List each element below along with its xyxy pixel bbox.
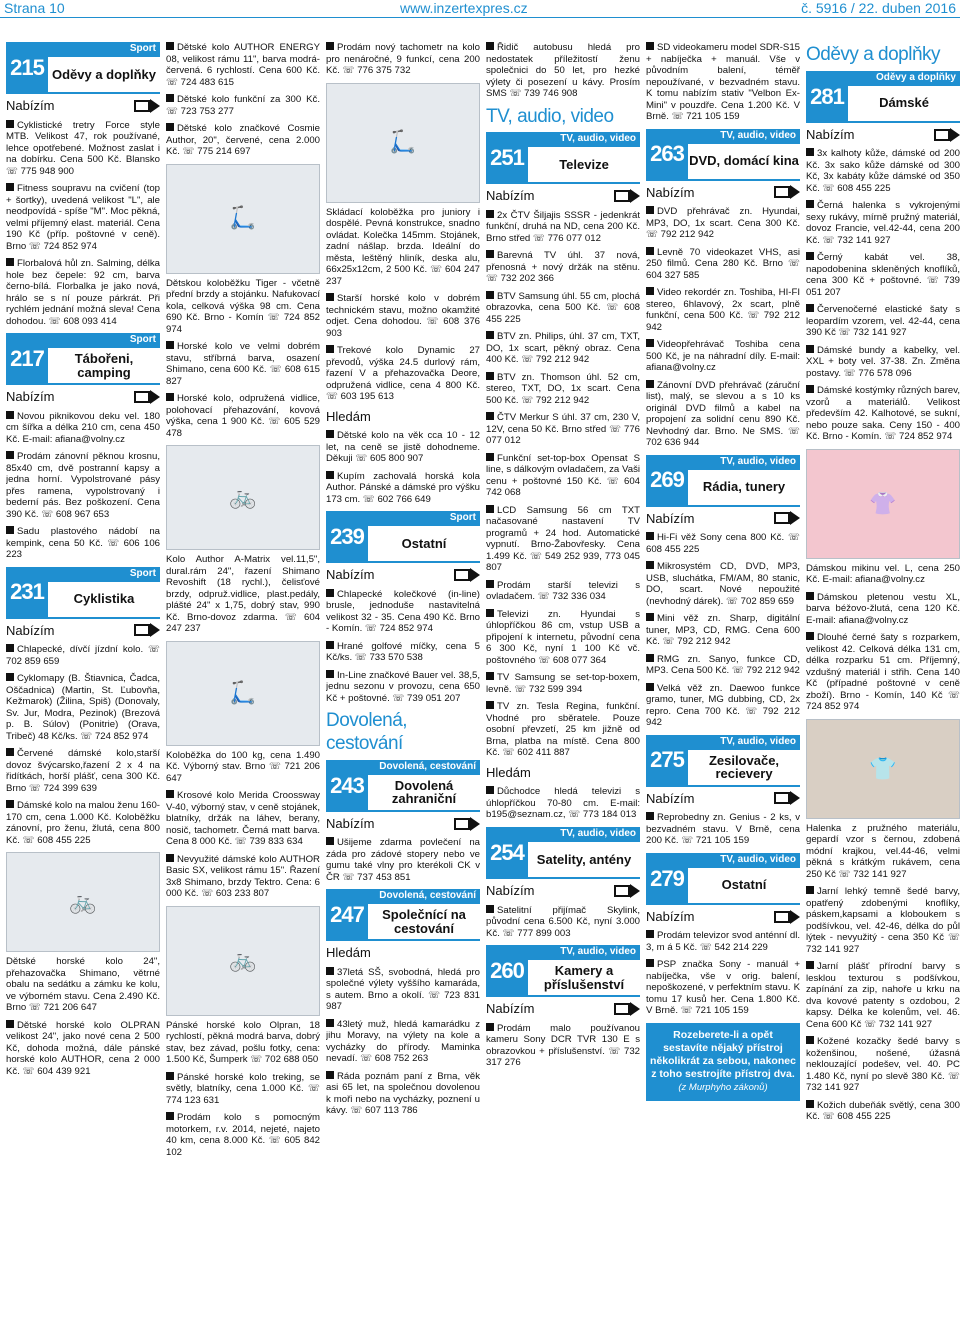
section-251 bbox=[486, 132, 640, 184]
classified-ad: Chlapecké, dívčí jízdní kolo. ☏ 702 859 659 bbox=[6, 644, 160, 667]
column-3 bbox=[326, 42, 480, 1317]
arrow-right-icon bbox=[614, 1002, 640, 1016]
section-247 bbox=[326, 889, 480, 941]
section-281 bbox=[806, 71, 960, 123]
offer-label: Nabízím bbox=[646, 908, 695, 924]
section-239 bbox=[326, 511, 480, 563]
issue-date: č. 5916 / 22. duben 2016 bbox=[801, 0, 956, 16]
classified-ad: Kožené kozačky šedé barvy s koženšinou, nošené, úžasná neklouzající podešev, vel. 40. PC 1.480 Kč, nyní po slevě 380 Kč. ☏ 732 141 927 bbox=[806, 1036, 960, 1094]
offer-subheader bbox=[6, 389, 160, 405]
section-number: 239 bbox=[326, 511, 368, 563]
section-name: Kamery a příslušenství bbox=[528, 959, 640, 997]
section-number: 275 bbox=[646, 735, 688, 787]
section-name: Ostatní bbox=[688, 867, 800, 905]
section-number: 263 bbox=[646, 129, 688, 181]
offer-subheader bbox=[486, 1001, 640, 1017]
quote-source: (z Murphyho zákonů) bbox=[678, 1082, 768, 1094]
offer-label: Nabízím bbox=[486, 882, 535, 898]
bicycle-photo: 🚲 bbox=[166, 906, 320, 1016]
classified-ad: Levně 70 videokazet VHS, asi 250 filmů. Cena 280 Kč. Brno ☏ 604 327 585 bbox=[646, 246, 800, 281]
classified-ad: Mini věž zn. Sharp, digitální tuner, MP3, CD, RMG. Cena 600 Kč. ☏ 792 212 942 bbox=[646, 613, 800, 648]
section-name: Cyklistika bbox=[48, 581, 160, 619]
arrow-right-icon bbox=[614, 884, 640, 898]
classified-ad: Velká věž zn. Daewoo funkce gramo, tuner, MG dubbing, CD, 2x repro. Cena 700 Kč. ☏ 792 212 942 bbox=[646, 682, 800, 729]
classified-ad: Barevná TV úhl. 37 nová, přenosná + nový držák na stěnu. ☏ 732 202 366 bbox=[486, 250, 640, 285]
quote-text: Rozeberete-li a opět sestavíte nějaký přístroj několikrát za sebou, nakonec z toho sestrojíte přístroj dva. bbox=[650, 1028, 796, 1081]
classified-ad: Dámskou pletenou vestu XL, barva béžovo-žlutá, cena 120 Kč. E-mail: afiana@volny.cz bbox=[806, 591, 960, 626]
photo-caption: Kolo Author A-Matrix vel.11,5", dural.rám 24", řazení Shimano Revoshift (18 rychl.), čelisťové brzdy, odpruž.vidlice, plast.pedály, plášté 24" x 1,75, dobrý stav, 990 Kč. Brno-dovoz zdarma. ☏ 604 247 237 bbox=[166, 554, 320, 634]
offer-label: Nabízím bbox=[646, 790, 695, 806]
section-category: Sport bbox=[368, 511, 480, 525]
category-headline: Dovolená, cestování bbox=[326, 710, 408, 754]
arrow-right-icon bbox=[454, 817, 480, 831]
classified-ad: BTV Samsung úhl. 55 cm, plochá obrazovka, cena 500 Kč. ☏ 608 455 225 bbox=[486, 290, 640, 325]
classified-ad: Horské kolo, odpružená vidlice, polohovací přehazování, kovová výška, cena 1 900 Kč. ☏ 605 529 478 bbox=[166, 393, 320, 439]
section-number: 251 bbox=[486, 132, 528, 184]
classified-ad: Chlapecké kolečkové (in-line) brusle, jednoduše nastavitelná velikost 32 - 35. Cena 490 Kč. Brno - Komín. ☏ 724 852 974 bbox=[326, 588, 480, 635]
offer-subheader bbox=[326, 567, 480, 583]
section-category: Sport bbox=[48, 333, 160, 347]
classified-ad: Satelitní přijímač Skylink, původní cena 6.500 Kč, nyní 3.000 Kč. ☏ 777 899 003 bbox=[486, 904, 640, 939]
section-name: Společnící na cestování bbox=[368, 903, 480, 941]
wanted-subheader bbox=[486, 765, 640, 781]
column-5 bbox=[646, 42, 800, 1317]
classified-ad: Prodám zánovní pěknou krosnu, 85x40 cm, dvě postranní kapsy a jedna horní. Vypolstrované pásy přes ramena, vypolstrovaný i bederní pás. Bez poškození. Cena 390 Kč. ☏ 608 967 653 bbox=[6, 451, 160, 520]
classified-ad: Hrané golfové míčky, cena 5 Kč/ks. ☏ 733 570 538 bbox=[326, 640, 480, 664]
offer-label: Nabízím bbox=[326, 567, 375, 583]
section-number: 260 bbox=[486, 945, 528, 997]
section-category: TV, audio, video bbox=[688, 455, 800, 469]
section-name: DVD, domácí kina bbox=[688, 143, 800, 181]
classified-ad: Hi-Fi věž Sony cena 800 Kč. ☏ 608 455 225 bbox=[646, 532, 800, 555]
classified-ad: Ušijeme zdarma povlečení na záda pro zádové stopery nebo ve gumu také vlny pro kterékoli CK v ČR ☏ 737 453 851 bbox=[326, 837, 480, 883]
offer-subheader bbox=[806, 127, 960, 143]
classified-ad: Řidič autobusu hledá pro nedostatek příležitostí ženu společnici do 50 let, pro hezké výlety či posezení u kávy. Prosím SMS ☏ 739 746 908 bbox=[486, 42, 640, 99]
section-category: TV, audio, video bbox=[528, 827, 640, 841]
section-name: Zesilovače, recievery bbox=[688, 749, 800, 787]
classified-ad: Důchodce hledá televizi s úhlopříčkou 70-80 cm. E-mail: b195@seznam.cz, ☏ 773 184 013 bbox=[486, 786, 640, 821]
section-name: Dovolená zahraniční bbox=[368, 774, 480, 812]
section-name: Rádia, tunery bbox=[688, 469, 800, 507]
classified-ad: Prodám televizor svod anténní dl. 3, m á 5 Kč. ☏ 542 214 229 bbox=[646, 930, 800, 953]
photo-caption: Dámskou mikinu vel. L, cena 250 Kč. E-mail: afiana@volny.cz bbox=[806, 562, 960, 586]
classified-ad: Nevyužité dámské kolo AUTHOR Basic SX, velikost rámu 15". Řazení 3x8 Shimano, brzdy Tektro. Cena: 6 000 Kč. ☏ 603 233 807 bbox=[166, 853, 320, 899]
classified-ad: TV Samsung se set-top-boxem, levně. ☏ 732 599 394 bbox=[486, 672, 640, 695]
arrow-right-icon bbox=[774, 910, 800, 924]
classified-ad: DVD přehrávač zn. Hyundai, MP3, DO, 1x scart. Cena 300 Kč. ☏ 792 212 942 bbox=[646, 206, 800, 241]
offer-subheader bbox=[646, 185, 800, 201]
classified-ad: Starší horské kolo v dobrém technickém stavu, možno okamžité odjet. Cena dohodou. ☏ 608 376 903 bbox=[326, 293, 480, 339]
section-number: 243 bbox=[326, 760, 368, 812]
classified-ad: Dětské horské kolo OLPRAN velikost 24", jako nové cena 2 500 Kč, dohoda možná, dále pánské horské kolo AUTHOR, cena 2 000 Kč. ☏ 604 439 921 bbox=[6, 1019, 160, 1077]
section-category: Sport bbox=[48, 42, 160, 56]
section-217 bbox=[6, 333, 160, 385]
classified-ad: 43letý muž, hledá kamarádku z jihu Moravy, na výlety na kole a vycházky do přírody. Maminka nevadí. ☏ 608 752 263 bbox=[326, 1018, 480, 1065]
column-1 bbox=[6, 42, 160, 1317]
classified-ad: Prodám kolo s pomocným motorkem, r.v. 2014, nejeté, najeto 40 km, cena 8.000 Kč. ☏ 605 842 102 bbox=[166, 1112, 320, 1158]
classified-ad: Dámské kolo na malou ženu 160-170 cm, cena 1.000 Kč. Koloběžku zánovní, pro ženu, žlutá, cena 800 Kč. ☏ 608 455 225 bbox=[6, 800, 160, 846]
section-name: Ostatní bbox=[368, 525, 480, 563]
classified-ad: Kupím zachovalá horská kola Author. Pánské a dámské pro výšku 173 cm. ☏ 602 766 649 bbox=[326, 470, 480, 505]
classified-ad: Červenočerné elastické šaty s leopardím vzorem, vel. 42-44, cena 390 Kč ☏ 732 141 927 bbox=[806, 304, 960, 339]
section-category: Dovolená, cestování bbox=[368, 760, 480, 774]
classified-ad: In-Line značkové Bauer vel. 38,5, jednu sezonu v provozu, cena 650 Kč + poštovné. ☏ 739 051 207 bbox=[326, 669, 480, 704]
classified-ad: 2x ČTV Šiljajis SSSR - jedenkrát funkční, druhá na ND, cena 200 Kč. Brno střed ☏ 776 077 012 bbox=[486, 209, 640, 244]
section-name: Oděvy a doplňky bbox=[48, 56, 160, 94]
classified-ad: ČTV Merkur S úhl. 37 cm, 230 V, 12V, cena 50 Kč. Brno střed ☏ 776 077 012 bbox=[486, 412, 640, 447]
classified-ad: Prodám malo používanou kameru Sony DCR TVR 130 E s obrazovkou + příslušenství. ☏ 732 317 276 bbox=[486, 1022, 640, 1069]
offer-subheader bbox=[6, 98, 160, 114]
section-category: Oděvy a doplňky bbox=[848, 71, 960, 85]
section-263 bbox=[646, 129, 800, 181]
scooter-photo: 🛴 bbox=[166, 164, 320, 274]
hoodie-photo: 👚 bbox=[806, 449, 960, 559]
section-275 bbox=[646, 735, 800, 787]
offer-subheader bbox=[486, 188, 640, 204]
section-number: 247 bbox=[326, 889, 368, 941]
arrow-right-icon bbox=[134, 390, 160, 404]
classified-ad: Dámské bundy a kabelky, vel. XXL + boty vel. 37-38. Zn. Změna postavy. ☏ 776 578 096 bbox=[806, 344, 960, 379]
wanted-label: Hledám bbox=[326, 408, 371, 424]
section-260 bbox=[486, 945, 640, 997]
column-2 bbox=[166, 42, 320, 1317]
classified-ad: Funkční set-top-box Opensat S line, s dálkovým ovladačem, za Vaši cenu + poštovné 150 Kč. ☏ 604 742 068 bbox=[486, 452, 640, 499]
offer-label: Nabízím bbox=[6, 622, 55, 638]
category-headline: TV, audio, video bbox=[486, 105, 614, 127]
classified-ad: Krosové kolo Merida Croossway V-40, výborný stav, v ceně stojánek, blatníky, držák na láhev, berany, nosič, tachometr. Černá matt barva. Cena 8 000 Kč. ☏ 739 833 634 bbox=[166, 790, 320, 847]
classified-ad: Černý kabát vel. 38, napodobenina skleněných knoflíků, cena 300 Kč + poštovné. ☏ 739 051 207 bbox=[806, 252, 960, 298]
classified-ad: Kožich dubeňák světlý, cena 300 Kč. ☏ 608 455 225 bbox=[806, 1099, 960, 1123]
bicycle-photo: 🚲 bbox=[166, 445, 320, 550]
arrow-right-icon bbox=[774, 185, 800, 199]
classified-ad: Červené dámské kolo,starší dovoz švýcarsko,řazení 2 x 4 na řidítkách, horší plášť, cena 300 Kč. Brno ☏ 724 399 639 bbox=[6, 748, 160, 794]
photo-caption: Skládací koloběžka pro juniory i dospělé. Pevná konstrukce, snadno ovládat. Kolečka 145mm. Stojánek, zadní nášlap. brzda. Ideální do města, leštěný hliník, deska alu, 66x25x12cm, 2 500 Kč. ☏ 604 247 237 bbox=[326, 206, 480, 287]
scooter-photo: 🛴 bbox=[166, 641, 320, 746]
classified-ad: LCD Samsung 56 cm TXT načasované nastavení TV programů + 24 hod. Automatické vypnutí. Brno-Žabovřesky. Cena 1.499 Kč. ☏ 549 252 939, 773 045 807 bbox=[486, 504, 640, 574]
classified-ad: PSP značka Sony - manuál + nabíječka, vše v orig. balení, nepoškozené, v perfektním stavu. K tomu 17 kusů her. Cena 1.800 Kč. V Brně. ☏ 721 105 159 bbox=[646, 959, 800, 1017]
section-name: Tábořeni, camping bbox=[48, 347, 160, 385]
section-231 bbox=[6, 567, 160, 619]
section-number: 269 bbox=[646, 455, 688, 507]
offer-subheader bbox=[6, 623, 160, 639]
section-category: Sport bbox=[48, 567, 160, 581]
classified-ad: Černá halenka s vykrojenými sexy rukávy, mírně pružný materiál, dovoz Francie, vel.42-44, cena 200 Kč. ☏ 732 141 927 bbox=[806, 200, 960, 246]
section-category: TV, audio, video bbox=[688, 129, 800, 143]
column-6 bbox=[806, 42, 960, 1317]
section-254 bbox=[486, 827, 640, 879]
classified-ad: BTV zn. Philips, úhl. 37 cm, TXT, DO, 1x scart, pěkný obraz. Cena 400 Kč. ☏ 792 212 942 bbox=[486, 331, 640, 366]
classified-ad: Cyklomapy (B. Štiavnica, Čadca, Oščadnica) (Martin, St. Ľubovňa, Kežmarok) (Žilina, Spiš) (Donovaly, Sv. Jur, Modra, Pezinok) (Brezová p. B. Súlov) (Ponitrie) (Orava, Tribeč) 48 Kč/ks. ☏ 724 852 974 bbox=[6, 673, 160, 742]
classified-ad: Sadu plastového nádobí na kempink, cena 50 Kč. ☏ 606 106 223 bbox=[6, 526, 160, 561]
offer-subheader bbox=[646, 791, 800, 807]
section-number: 281 bbox=[806, 71, 848, 123]
section-269 bbox=[646, 455, 800, 507]
section-number: 215 bbox=[6, 42, 48, 94]
section-number: 254 bbox=[486, 827, 528, 879]
classified-ad: Dlouhé černé šaty s rozparkem, velikost 42. Celková délka 131 cm, délka rozparku 51 cm. Příjemný, vzdušný materiál i střih. Cena 140 Kč (případné poštovné v ceně zboží). Brno - Komín, 140 Kč ☏ 724 852 974 bbox=[806, 632, 960, 713]
arrow-right-icon bbox=[614, 189, 640, 203]
bicycle-photo: 🚲 bbox=[6, 852, 160, 952]
classified-ad: Pánské horské kolo treking, se světly, blatníky, cena 1.000 Kč. ☏ 774 123 631 bbox=[166, 1071, 320, 1106]
classified-ad: SD videokameru model SDR-S15 + nabíječka + manuál. Vše v původním balení, téměř nepoužívané, v bezvadném stavu. K tomu nabízím stativ "Velbon Ex-Mini" v pouzdře. Cena 1.200 Kč. V Brně. ☏ 721 105 159 bbox=[646, 42, 800, 122]
offer-label: Nabízím bbox=[486, 1001, 535, 1017]
column-4 bbox=[486, 42, 640, 1317]
section-215 bbox=[6, 42, 160, 94]
offer-subheader bbox=[646, 511, 800, 527]
classified-ad: Horské kolo ve velmi dobrém stavu, stříbrná barva, osazení Shimano, cena 600 Kč. ☏ 608 615 827 bbox=[166, 341, 320, 387]
classified-ad: Videopřehrávač Toshiba cena 500 Kč, je na náhradní díly. E-mail: afiana@volny.cz bbox=[646, 339, 800, 374]
arrow-right-icon bbox=[774, 791, 800, 805]
section-name: Televize bbox=[528, 146, 640, 184]
section-category: TV, audio, video bbox=[528, 132, 640, 146]
classified-ad: Ráda poznám paní z Brna, věk asi 65 let, na společnou dovolenou k moři nebo na vycházky, poznení u kávy. ☏ 607 113 786 bbox=[326, 1070, 480, 1117]
classified-ad: 3x kalhoty kůže, dámské od 200 Kč. 3x sako kůže dámské od 300 Kč, 3x kabáty kůže dámské od 350 Kč. ☏ 608 455 225 bbox=[806, 148, 960, 194]
section-category: TV, audio, video bbox=[688, 735, 800, 749]
arrow-right-icon bbox=[934, 128, 960, 142]
category-headline: Oděvy a doplňky bbox=[806, 44, 941, 65]
classified-ad: Trekové kolo Dynamic 27 převodů, výška 24.5 durlový rám, řazení V a přehazovačka Deore, odpružená vidlice, cena 4 800 Kč. ☏ 603 195 613 bbox=[326, 345, 480, 402]
offer-label: Nabízím bbox=[6, 98, 55, 113]
arrow-right-icon bbox=[774, 511, 800, 525]
photo-caption: Dětskou koloběžku Tiger - včetně přední brzdy a stojánku. Nafukovací kola, celková výška 98 cm. Cena 690 Kč. Brno - Komín ☏ 724 852 974 bbox=[166, 277, 320, 335]
wanted-subheader bbox=[326, 409, 480, 425]
offer-label: Nabízím bbox=[646, 184, 695, 200]
classified-ad: Jarní lehký temně šedé barvy, opatřený zdobenými knoflíky, páskem,kapsami a kloboukem s podšívkou, vel. 42-46, délka do půl lýtek - nevyužitý - cena 350 Kč ☏ 732 141 927 bbox=[806, 886, 960, 955]
classified-ad: Reprobedny zn. Genius - 2 ks, v bezvadném stavu. V Brně, cena 200 Kč. ☏ 721 105 159 bbox=[646, 812, 800, 847]
arrow-right-icon bbox=[134, 623, 160, 637]
classified-ad: Dámské kostýmky různých barev, vzorů a materiálů. Velikost především 42. Kalhotové, se sukní, nebo pouze saka. Ceny 150 - 400 Kč. Brno - Komín. ☏ 724 852 974 bbox=[806, 385, 960, 443]
section-279 bbox=[646, 853, 800, 905]
offer-label: Nabízím bbox=[326, 815, 375, 831]
classified-ad: Florbalová hůl zn. Salming, délka hole bez čepele: 92 cm, barva černo-bílá. Florbalka je jako nová, hrálo se s ní pouze párkrát. Při rychlém jednání možná sleva! Cena dohodou. ☏ 608 093 414 bbox=[6, 258, 160, 327]
arrow-right-icon bbox=[134, 99, 160, 113]
section-number: 279 bbox=[646, 853, 688, 905]
classified-ad: Prodám starší televizi s ovladačem. ☏ 732 336 034 bbox=[486, 579, 640, 603]
classified-ad: Televizi zn. Hyundai s úhlopříčkou 86 cm, vstup USB a připojení k internetu, původní cena 6 300 Kč, nyní 1 100 Kč vč. poštovného ☏ 608 077 364 bbox=[486, 608, 640, 666]
offer-subheader bbox=[326, 816, 480, 832]
classified-ad: Zánovní DVD přehrávač (záruční list), malý, se slevou a s 10 ks originál DVD filmů a kabel na propojení za solidní cenu 890 Kč. Nevhodný dar. Brno. Ne SMS. ☏ 702 636 944 bbox=[646, 379, 800, 449]
classified-ad: Prodám nový tachometr na kolo pro nenáročné, 9 funkcí, cena 200 Kč. ☏ 776 375 732 bbox=[326, 42, 480, 76]
classified-ad: 37letá SŠ, svobodná, hledá pro společné výlety vyššího kamaráda, s autem. Brno a okolí. ☏ 723 831 987 bbox=[326, 966, 480, 1013]
wanted-subheader bbox=[326, 945, 480, 961]
offer-label: Nabízím bbox=[486, 188, 535, 204]
page-header bbox=[0, 0, 960, 18]
classified-ad: BTV zn. Thomson úhl. 52 cm, stereo, TXT, DO, 1x scart. Cena 500 Kč. ☏ 792 212 942 bbox=[486, 371, 640, 406]
section-category: TV, audio, video bbox=[688, 853, 800, 867]
offer-label: Nabízím bbox=[6, 389, 55, 405]
section-name: Satelity, antény bbox=[528, 841, 640, 879]
classified-ad: Cyklistické tretry Force style MTB. Velikost 47, rok používané, lehce opotřebené. Možnost zaslat i na dobírku. Cena 500 Kč. Blansko ☏ 775 948 900 bbox=[6, 119, 160, 177]
wanted-label: Hledám bbox=[326, 945, 371, 961]
site-url[interactable]: www.inzertexpres.cz bbox=[400, 0, 528, 16]
offer-label: Nabízím bbox=[806, 126, 855, 142]
wanted-label: Hledám bbox=[486, 764, 531, 780]
classified-ad: TV zn. Tesla Regina, funkční. Vhodné pro sběratele. Pouze osobní převzetí, 25 km jižně od Brna, platba na místě. Cena 800 Kč. ☏ 602 411 887 bbox=[486, 701, 640, 759]
classified-ad: Dětské kolo AUTHOR ENERGY 08, velikost rámu 11", barva modrá-červená. 6 rychlostí. Cena 600 Kč. ☏ 724 483 615 bbox=[166, 42, 320, 88]
classified-ad: Dětské kolo značkové Cosmie Author, 20", červené, cena 2.000 Kč. ☏ 775 214 697 bbox=[166, 123, 320, 157]
quote-box bbox=[646, 1023, 800, 1101]
classified-ad: Dětské kolo na věk cca 10 - 12 let, na ceně se jistě dohodneme. Děkuji ☏ 605 800 907 bbox=[326, 430, 480, 465]
arrow-right-icon bbox=[454, 568, 480, 582]
classified-ad: Fitness soupravu na cvičení (top + šortky), uvedená velikost "L", ale neodpovídá - spíše "M". Moc pěkná, velmi příjemný elast. materiál. Cena 190 Kč (příp. poštovné v ceně). Brno ☏ 724 852 974 bbox=[6, 183, 160, 252]
photo-caption: Dětské horské kolo 24", přehazovačka Shimano, větrné obalu na sedátku a zámku ke kolu, ve výborném stavu. Cena 2.490 Kč. Brno ☏ 721 206 647 bbox=[6, 956, 160, 1014]
classified-ad: Dětské kolo funkční za 300 Kč. ☏ 723 753 277 bbox=[166, 94, 320, 117]
classified-ad: Novou piknikovou deku vel. 180 cm šířka a délka 210 cm, cena 450 Kč. E-mail: afiana@volny.cz bbox=[6, 410, 160, 445]
offer-subheader bbox=[646, 909, 800, 925]
section-243 bbox=[326, 760, 480, 812]
offer-subheader bbox=[486, 883, 640, 899]
section-category: TV, audio, video bbox=[528, 945, 640, 959]
classified-ad: Jarní plášť přírodní barvy s lesklou texturou s podšívkou, zapínání za zip, nahoře u krku na dva kovové patenty s ozdobou, 2 kapsy. Délka ke kolenům, vel. 46. Cena 600 Kč ☏ 732 141 927 bbox=[806, 961, 960, 1030]
photo-caption: Pánské horské kolo Olpran, 18 rychlostí, pěkná modrá barva, dobrý stav, bez závad, pošlu fotky, cena: 1.500 Kč, Šumperk ☏ 702 688 050 bbox=[166, 1019, 320, 1065]
section-name: Dámské bbox=[848, 85, 960, 123]
offer-label: Nabízím bbox=[646, 510, 695, 526]
section-number: 231 bbox=[6, 567, 48, 619]
photo-caption: Halenka z pružného materiálu, gepardí vzor s černou, zdobená módní krajkou, vel.44-46, velmi pěkná s krátkým rukávem, cena 250 Kč ☏ 732 141 927 bbox=[806, 822, 960, 880]
photo-caption: Koloběžka do 100 kg, cena 1.490 Kč. Výborný stav. Brno ☏ 721 206 647 bbox=[166, 749, 320, 784]
page-number: Strana 10 bbox=[4, 0, 65, 16]
classified-ad: RMG zn. Sanyo, funkce CD, MP3. Cena 500 Kč. ☏ 792 212 942 bbox=[646, 653, 800, 677]
section-category: Dovolená, cestování bbox=[368, 889, 480, 903]
classified-ad: Video rekordér zn. Toshiba, HI-FI stereo, 6hlavový, 2x scart, plně funkční, cena 500 Kč. ☏ 792 212 942 bbox=[646, 287, 800, 333]
blouse-photo: 👕 bbox=[806, 719, 960, 819]
section-number: 217 bbox=[6, 333, 48, 385]
classified-ad: Mikrosystém CD, DVD, MP3, USB, sluchátka, FM/AM, 80 stanic, DO, scart. Nové nepoužité (nevhodný dárek). ☏ 702 859 659 bbox=[646, 561, 800, 607]
scooter-photo: 🛴 bbox=[326, 83, 480, 203]
